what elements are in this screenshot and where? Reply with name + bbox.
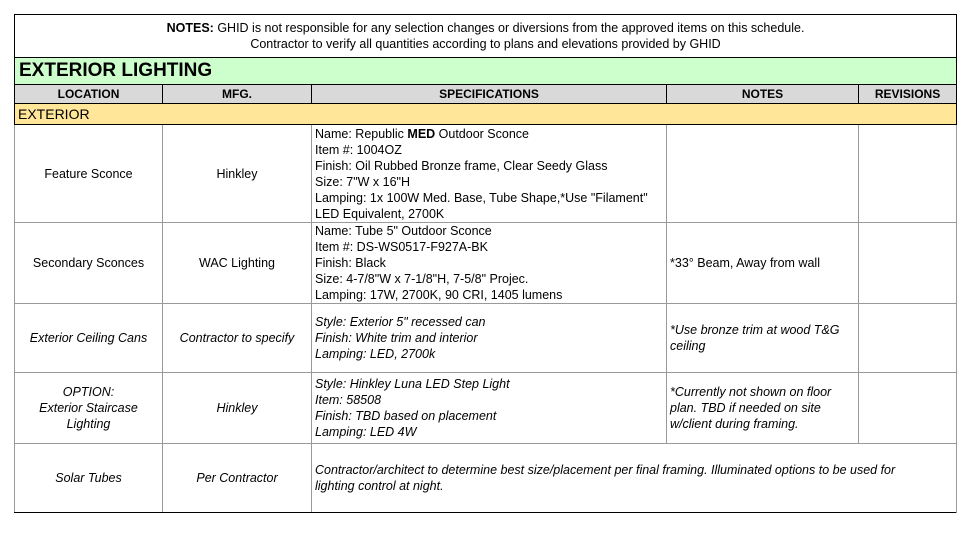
spec-line: Size: 4-7/8"W x 7-1/8"H, 7-5/8" Projec. xyxy=(315,272,529,286)
notes-cell xyxy=(667,373,859,444)
spec-line: Style: Exterior 5" recessed can xyxy=(315,315,486,329)
header-notes: NOTES xyxy=(667,85,859,104)
spec-line: Item #: DS-WS0517-F927A-BK xyxy=(315,240,488,254)
table-row xyxy=(15,125,957,223)
note-line: plan. TBD if needed on site xyxy=(670,401,821,415)
notes-cell: *33° Beam, Away from wall xyxy=(667,223,859,304)
title-row xyxy=(15,58,957,85)
specifications-cell xyxy=(312,125,667,223)
spec-line: Contractor/architect to determine best size/placement per final framing. Illuminated options to be used for xyxy=(315,463,896,477)
spec-line: LED Equivalent, 2700K xyxy=(315,206,445,221)
spec-line: Lamping: LED 4W xyxy=(315,425,417,439)
spec-line: Finish: TBD based on placement xyxy=(315,409,497,423)
spec-line: lighting control at night. xyxy=(315,479,444,493)
specifications-cell xyxy=(312,444,957,513)
table-row xyxy=(15,304,957,373)
location-cell: Exterior Ceiling Cans xyxy=(15,304,163,373)
spec-line: Finish: White trim and interior xyxy=(315,331,478,345)
location-cell: Feature Sconce xyxy=(15,125,163,223)
spec-line: Lamping: 1x 100W Med. Base, Tube Shape,*Use "Filament" xyxy=(315,190,648,205)
mfg-cell: Per Contractor xyxy=(163,444,312,513)
spec-line: Finish: Oil Rubbed Bronze frame, Clear Seedy Glass xyxy=(315,158,608,173)
revisions-cell xyxy=(859,223,957,304)
location-cell xyxy=(15,373,163,444)
specifications-cell xyxy=(312,304,667,373)
revisions-cell xyxy=(859,125,957,223)
spec-line: Name: Republic MED Outdoor Sconce xyxy=(315,126,529,141)
revisions-cell xyxy=(859,304,957,373)
location-line: Exterior Staircase xyxy=(39,401,138,415)
specifications-cell xyxy=(312,373,667,444)
section-label: EXTERIOR xyxy=(15,104,957,125)
spec-line: Size: 7"W x 16"H xyxy=(315,174,411,189)
table-row xyxy=(15,444,957,513)
location-cell: Solar Tubes xyxy=(15,444,163,513)
mfg-cell: WAC Lighting xyxy=(163,223,312,304)
mfg-cell: Hinkley xyxy=(163,125,312,223)
notes-cell xyxy=(667,125,859,223)
notes-line-2: Contractor to verify all quantities according to plans and elevations provided by GHID xyxy=(250,37,721,51)
location-line: Lighting xyxy=(66,417,111,431)
notes-line-1: NOTES: GHID is not responsible for any selection changes or diversions from the approved items on this schedule. xyxy=(166,21,805,35)
specifications-cell xyxy=(312,223,667,304)
notes-banner xyxy=(15,15,957,58)
spec-line: Lamping: LED, 2700k xyxy=(315,347,436,361)
header-revisions: REVISIONS xyxy=(859,85,957,104)
spec-line: Item #: 1004OZ xyxy=(315,142,402,157)
header-mfg: MFG. xyxy=(163,85,312,104)
header-specifications: SPECIFICATIONS xyxy=(312,85,667,104)
table-row xyxy=(15,373,957,444)
mfg-cell: Hinkley xyxy=(163,373,312,444)
bottom-divider xyxy=(14,512,956,513)
page-title: EXTERIOR LIGHTING xyxy=(15,58,957,85)
lighting-schedule xyxy=(14,14,956,513)
table-row xyxy=(15,223,957,304)
location-cell: Secondary Sconces xyxy=(15,223,163,304)
header-location: LOCATION xyxy=(15,85,163,104)
note-line: *Use bronze trim at wood T&G xyxy=(670,323,840,337)
note-line: *Currently not shown on floor xyxy=(670,385,832,399)
notes-label: NOTES: xyxy=(166,21,214,35)
spec-line: Style: Hinkley Luna LED Step Light xyxy=(315,377,510,391)
spec-line: Finish: Black xyxy=(315,256,386,270)
mfg-cell: Contractor to specify xyxy=(163,304,312,373)
spec-line: Name: Tube 5" Outdoor Sconce xyxy=(315,224,492,238)
column-headers xyxy=(15,85,957,104)
location-line: OPTION: xyxy=(62,385,115,399)
note-line: ceiling xyxy=(670,339,706,353)
section-row xyxy=(15,104,957,125)
note-line: w/client during framing. xyxy=(670,417,799,431)
spec-line: Item: 58508 xyxy=(315,393,382,407)
spec-line: Lamping: 17W, 2700K, 90 CRI, 1405 lumens xyxy=(315,288,563,302)
schedule-table xyxy=(14,14,957,513)
notes-cell xyxy=(667,304,859,373)
revisions-cell xyxy=(859,373,957,444)
